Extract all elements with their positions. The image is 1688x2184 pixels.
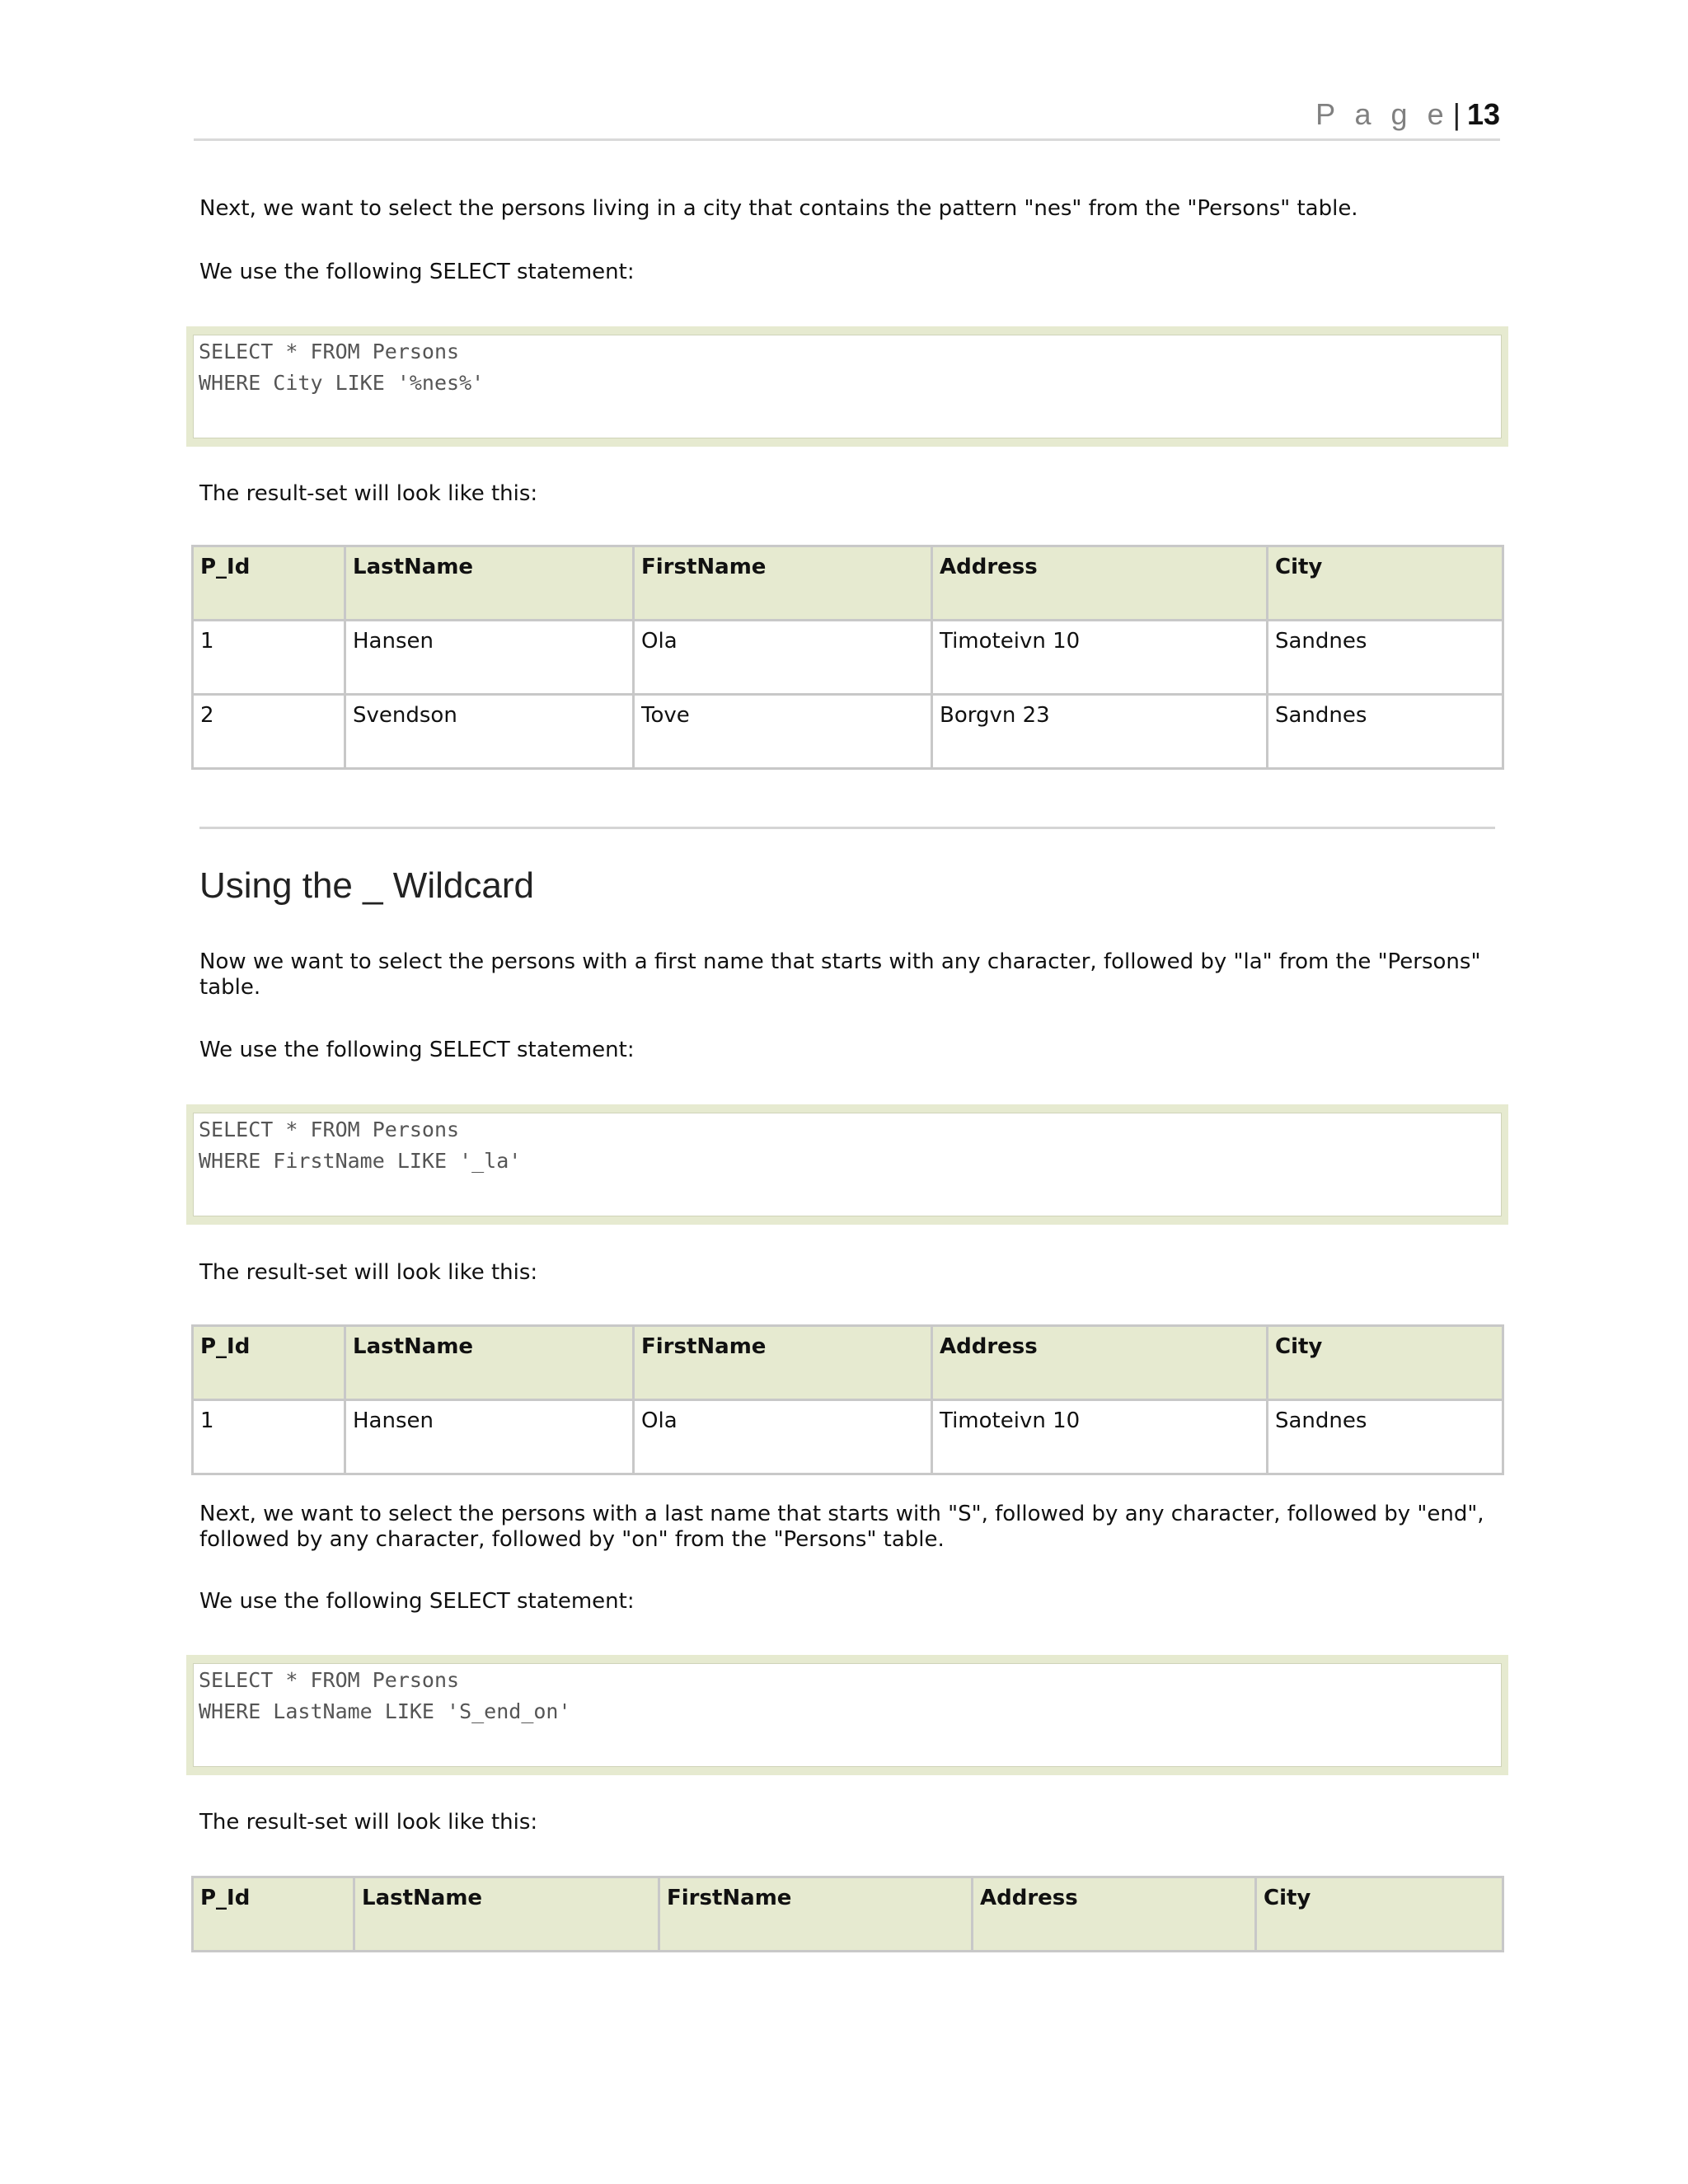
table-cell: Tove xyxy=(634,695,932,769)
section3-statement-intro: We use the following SELECT statement: xyxy=(199,1589,635,1614)
table-cell: Timoteivn 10 xyxy=(932,621,1268,695)
code-inner xyxy=(193,1663,1502,1767)
section1-result-table xyxy=(191,545,1504,770)
table-cell: 2 xyxy=(193,695,345,769)
page-separator: | xyxy=(1452,97,1461,131)
code-line: SELECT * FROM Persons xyxy=(199,1668,460,1692)
section2-statement-intro: We use the following SELECT statement: xyxy=(199,1038,635,1062)
table-cell: 1 xyxy=(193,621,345,695)
table-header-row xyxy=(193,1326,1503,1400)
table-cell: Borgvn 23 xyxy=(932,695,1268,769)
code-line: WHERE FirstName LIKE '_la' xyxy=(199,1149,522,1173)
section2-intro-line1: Now we want to select the persons with a first name that starts with any character, followed by "la" from the "Persons" xyxy=(199,949,1481,974)
table-row xyxy=(193,1400,1503,1474)
table-cell: Sandnes xyxy=(1268,1400,1503,1474)
section1-code-block xyxy=(186,326,1508,447)
section3-result-table xyxy=(191,1876,1504,1952)
code-line: SELECT * FROM Persons xyxy=(199,1118,460,1141)
section1-statement-intro: We use the following SELECT statement: xyxy=(199,260,635,284)
table-cell: Svendson xyxy=(345,695,634,769)
section3-code-block xyxy=(186,1655,1508,1775)
column-header: LastName xyxy=(345,1326,634,1400)
column-header: City xyxy=(1268,1326,1503,1400)
table-cell: Hansen xyxy=(345,1400,634,1474)
column-header: LastName xyxy=(345,546,634,621)
page-header xyxy=(194,97,1500,141)
column-header: FirstName xyxy=(634,1326,932,1400)
section2-result-table xyxy=(191,1324,1504,1475)
column-header: Address xyxy=(932,1326,1268,1400)
page-number: 13 xyxy=(1466,97,1500,131)
page-label-text: P a g e xyxy=(1315,97,1450,131)
table-cell: Sandnes xyxy=(1268,695,1503,769)
code-inner xyxy=(193,335,1502,438)
code-line: WHERE City LIKE '%nes%' xyxy=(199,371,485,395)
column-header: FirstName xyxy=(634,546,932,621)
table-header-row xyxy=(193,546,1503,621)
section2-heading: Using the _ Wildcard xyxy=(199,865,534,906)
column-header: LastName xyxy=(354,1877,659,1952)
table-row xyxy=(193,695,1503,769)
table-row xyxy=(193,621,1503,695)
column-header: P_Id xyxy=(193,546,345,621)
table-cell: 1 xyxy=(193,1400,345,1474)
code-line: WHERE LastName LIKE 'S_end_on' xyxy=(199,1699,571,1723)
code-inner xyxy=(193,1113,1502,1216)
column-header: P_Id xyxy=(193,1326,345,1400)
column-header: City xyxy=(1268,546,1503,621)
table-cell: Ola xyxy=(634,1400,932,1474)
section1-result-intro: The result-set will look like this: xyxy=(199,481,538,506)
table-header-row xyxy=(193,1877,1503,1952)
table-cell: Sandnes xyxy=(1268,621,1503,695)
section2-code-block xyxy=(186,1104,1508,1225)
column-header: FirstName xyxy=(659,1877,973,1952)
section3-intro-line2: followed by any character, followed by "on" from the "Persons" table. xyxy=(199,1527,945,1552)
table-cell: Ola xyxy=(634,621,932,695)
table-cell: Timoteivn 10 xyxy=(932,1400,1268,1474)
table-cell: Hansen xyxy=(345,621,634,695)
section-divider xyxy=(199,827,1495,829)
column-header: Address xyxy=(973,1877,1256,1952)
code-line: SELECT * FROM Persons xyxy=(199,340,460,363)
section3-intro-line1: Next, we want to select the persons with a last name that starts with "S", followed by any character, followed by "end", xyxy=(199,1502,1484,1526)
section1-intro: Next, we want to select the persons living in a city that contains the pattern "nes" from the "Persons" table. xyxy=(199,196,1358,221)
column-header: Address xyxy=(932,546,1268,621)
section2-intro-line2: table. xyxy=(199,975,261,1000)
page-number-label xyxy=(1315,97,1500,132)
section3-result-intro: The result-set will look like this: xyxy=(199,1810,538,1835)
column-header: P_Id xyxy=(193,1877,354,1952)
section2-result-intro: The result-set will look like this: xyxy=(199,1260,538,1285)
column-header: City xyxy=(1256,1877,1503,1952)
